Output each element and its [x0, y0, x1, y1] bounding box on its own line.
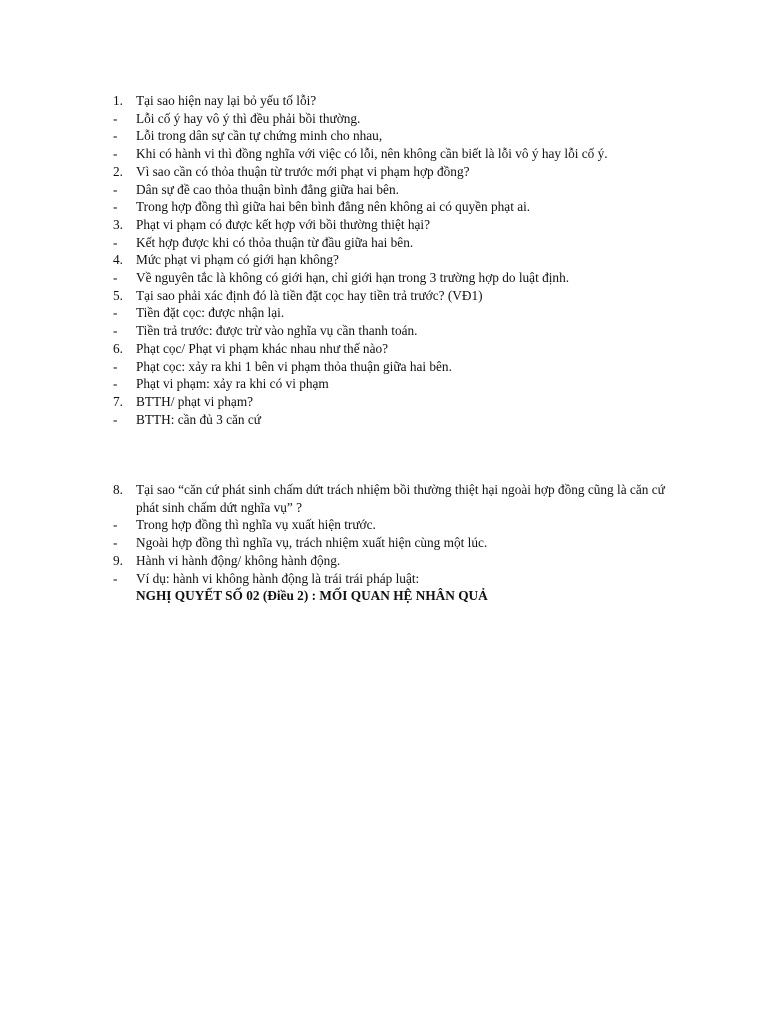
list-item: [113, 92, 683, 110]
question-text: Phạt vi phạm có được kết hợp với bồi thường thiệt hại?: [136, 216, 431, 232]
answer-text: Trong hợp đồng thì giữa hai bên bình đẳng nên không ai có quyền phạt ai.: [136, 199, 531, 215]
question-text: Tại sao “căn cứ phát sinh chấm dứt trách nhiệm bồi thường thiệt hại ngoài hợp đồng cũng là căn cứ phát sinh chấm dứt nghĩa vụ” ?: [136, 482, 665, 515]
answer-text: Phạt cọc: xảy ra khi 1 bên vi phạm thỏa thuận giữa hai bên.: [136, 358, 452, 374]
answer-text: Lỗi cố ý hay vô ý thì đều phải bồi thường.: [136, 110, 361, 126]
list-item: [113, 411, 683, 429]
answer-text: Ngoài hợp đồng thì nghĩa vụ, trách nhiệm xuất hiện cùng một lúc.: [136, 535, 488, 551]
list-bullet: -: [113, 146, 118, 162]
list-item: [113, 110, 683, 128]
list-item: [113, 481, 683, 516]
answer-text: Kết hợp được khi có thỏa thuận từ đầu giữa hai bên.: [136, 234, 414, 250]
list-number: 5.: [113, 287, 123, 303]
answer-text: Trong hợp đồng thì nghĩa vụ xuất hiện trước.: [136, 517, 376, 533]
list-item: [113, 516, 683, 534]
qa-section-1: [113, 92, 683, 428]
list-bullet: -: [113, 323, 118, 339]
list-number: 1.: [113, 93, 123, 108]
list-item: [113, 393, 683, 411]
question-text: Mức phạt vi phạm có giới hạn không?: [136, 252, 339, 268]
list-bullet: -: [113, 128, 118, 144]
list-bullet: -: [113, 199, 118, 215]
qa-section-2: [113, 481, 683, 605]
list-number: 6.: [113, 340, 123, 356]
list-bullet: -: [113, 181, 118, 197]
list-item: [113, 269, 683, 287]
list-item: [113, 216, 683, 234]
list-item: [113, 198, 683, 216]
list-item: [113, 552, 683, 570]
list-bullet: -: [113, 535, 118, 551]
list-item: [113, 287, 683, 305]
question-text: Tại sao hiện nay lại bỏ yếu tố lỗi?: [136, 93, 317, 108]
list-number: 8.: [113, 482, 123, 497]
question-text: Hành vi hành động/ không hành động.: [136, 552, 341, 568]
answer-text: Tiền trả trước: được trừ vào nghĩa vụ cần thanh toán.: [136, 323, 418, 339]
list-item: [113, 145, 683, 163]
list-bullet: -: [113, 376, 118, 392]
list-number: 9.: [113, 552, 123, 568]
list-item: [113, 181, 683, 199]
answer-text: Lỗi trong dân sự cần tự chứng minh cho nhau,: [136, 128, 383, 144]
list-item: [113, 340, 683, 358]
list-number: 2.: [113, 163, 123, 179]
question-text: Phạt cọc/ Phạt vi phạm khác nhau như thế nào?: [136, 340, 389, 356]
list-bullet: -: [113, 305, 118, 321]
list-item: [113, 534, 683, 552]
list-number: 3.: [113, 216, 123, 232]
list-bullet: -: [113, 234, 118, 250]
answer-text: Tiền đặt cọc: được nhận lại.: [136, 305, 285, 321]
list-item: [113, 304, 683, 322]
answer-text: Dân sự đề cao thỏa thuận bình đẳng giữa hai bên.: [136, 181, 399, 197]
answer-text: BTTH: cần đủ 3 căn cứ: [136, 411, 261, 427]
list-number: 4.: [113, 252, 123, 268]
list-item: [113, 587, 683, 605]
list-item: [113, 375, 683, 393]
answer-text: Về nguyên tắc là không có giới hạn, chỉ giới hạn trong 3 trường hợp do luật định.: [136, 270, 570, 286]
list-item: [113, 322, 683, 340]
list-item: [113, 570, 683, 588]
resolution-heading: NGHỊ QUYẾT SỐ 02 (Điều 2) : MỐI QUAN HỆ NHÂN QUẢ: [136, 588, 488, 604]
list-number: 7.: [113, 393, 123, 409]
question-text: Vì sao cần có thỏa thuận từ trước mới phạt vi phạm hợp đồng?: [136, 163, 470, 179]
list-item: [113, 358, 683, 376]
question-text: Tại sao phải xác định đó là tiền đặt cọc hay tiền trả trước? (VĐ1): [136, 287, 483, 303]
answer-text: Khi có hành vi thì đồng nghĩa với việc có lỗi, nên không cần biết là lỗi vô ý hay lỗi cố ý.: [136, 146, 608, 162]
list-bullet: -: [113, 358, 118, 374]
list-bullet: -: [113, 411, 118, 427]
list-bullet: -: [113, 270, 118, 286]
list-item: [113, 234, 683, 252]
answer-text: Phạt vi phạm: xảy ra khi có vi phạm: [136, 376, 329, 392]
answer-text: Ví dụ: hành vi không hành động là trái trái pháp luật:: [136, 570, 420, 586]
list-item: [113, 251, 683, 269]
list-bullet: -: [113, 570, 118, 586]
list-bullet: -: [113, 517, 118, 533]
list-item: [113, 163, 683, 181]
list-item: [113, 127, 683, 145]
list-bullet: -: [113, 110, 118, 126]
question-text: BTTH/ phạt vi phạm?: [136, 393, 254, 409]
